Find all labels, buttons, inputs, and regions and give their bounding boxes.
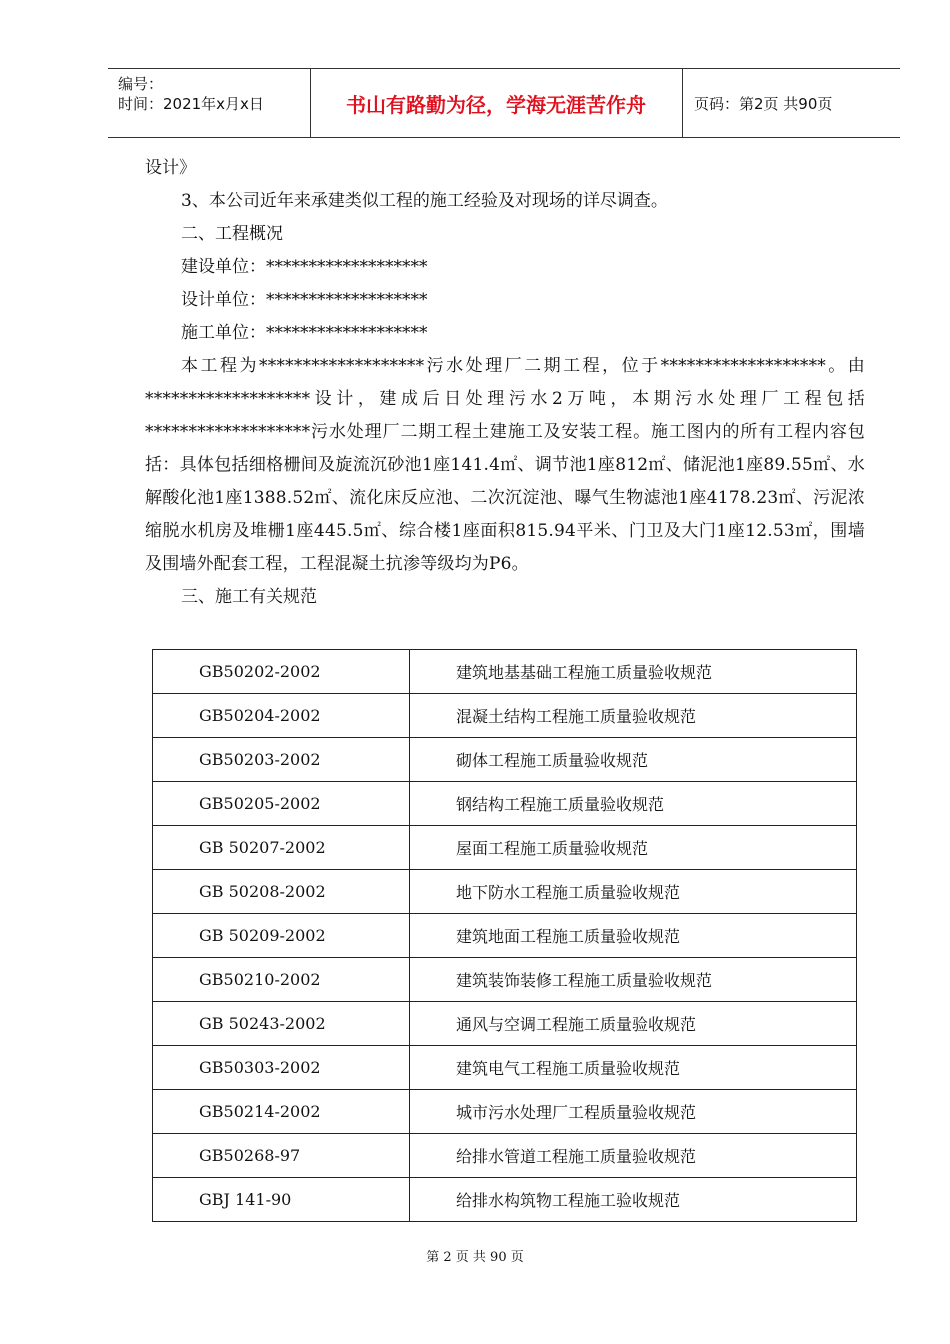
standard-code: GBJ 141-90 — [153, 1178, 410, 1222]
table-row — [153, 694, 857, 738]
standard-name: 通风与空调工程施工质量验收规范 — [410, 1002, 857, 1046]
header-page-info: 页码：第2页 共90页 — [694, 94, 833, 113]
header-meta — [108, 69, 311, 137]
standard-name: 钢结构工程施工质量验收规范 — [410, 782, 857, 826]
standard-name: 屋面工程施工质量验收规范 — [410, 826, 857, 870]
header-motto: 书山有路勤为径，学海无涯苦作舟 — [310, 69, 683, 137]
table-row — [153, 1090, 857, 1134]
table-row — [153, 1002, 857, 1046]
table-row — [153, 1178, 857, 1222]
standard-name: 建筑地基基础工程施工质量验收规范 — [410, 650, 857, 694]
standard-code: GB50205-2002 — [153, 782, 410, 826]
standard-name: 给排水构筑物工程施工验收规范 — [410, 1178, 857, 1222]
standard-code: GB 50208-2002 — [153, 870, 410, 914]
project-description: 本工程为*******************污水处理厂二期工程，位于*******************。由*******************设计，建成后日处理污水2万吨，本期污水处理厂工程包括*******************污水处理厂二期工程土建施工及安装工程。施工图内的所有工程内容包括：具体包括细格栅间及旋流沉砂池1座141.4㎡、调节池1座812㎡、储泥池1座89.55㎡、水解酸化池1座1388.52㎡、流化床反应池、二次沉淀池、曝气生物滤池1座4178.23㎡、污泥浓缩脱水机房及堆栅1座445.5㎡、综合楼1座面积815.94平米、门卫及大门1座12.53㎡，围墙及围墙外配套工程，工程混凝土抗渗等级均为P6。 — [145, 356, 865, 574]
standard-code: GB 50243-2002 — [153, 1002, 410, 1046]
standard-name: 混凝土结构工程施工质量验收规范 — [410, 694, 857, 738]
standard-code: GB50203-2002 — [153, 738, 410, 782]
document-number-label: 编号： — [118, 75, 164, 93]
page-footer: 第 2 页 共 90 页 — [426, 1250, 524, 1265]
document-body — [145, 152, 865, 614]
standard-name: 建筑装饰装修工程施工质量验收规范 — [410, 958, 857, 1002]
standard-code: GB 50207-2002 — [153, 826, 410, 870]
standard-name: 城市污水处理厂工程质量验收规范 — [410, 1090, 857, 1134]
standard-code: GB50214-2002 — [153, 1090, 410, 1134]
page-header — [108, 68, 900, 138]
table-row — [153, 782, 857, 826]
standard-code: GB50303-2002 — [153, 1046, 410, 1090]
standard-code: GB50202-2002 — [153, 650, 410, 694]
designer-unit: 设计单位：******************* — [181, 290, 428, 310]
table-row — [153, 870, 857, 914]
standard-code: GB50210-2002 — [153, 958, 410, 1002]
paragraph-design: 设计》 — [145, 158, 196, 178]
standard-name: 砌体工程施工质量验收规范 — [410, 738, 857, 782]
standard-code: GB 50209-2002 — [153, 914, 410, 958]
standard-name: 建筑电气工程施工质量验收规范 — [410, 1046, 857, 1090]
standards-table — [152, 649, 857, 1222]
table-row — [153, 826, 857, 870]
standard-name: 建筑地面工程施工质量验收规范 — [410, 914, 857, 958]
table-row — [153, 958, 857, 1002]
section-title-standards: 三、施工有关规范 — [181, 587, 317, 607]
table-row — [153, 1134, 857, 1178]
paragraph-experience: 3、本公司近年来承建类似工程的施工经验及对现场的详尽调查。 — [181, 191, 668, 211]
table-row — [153, 914, 857, 958]
standard-name: 地下防水工程施工质量验收规范 — [410, 870, 857, 914]
table-row — [153, 738, 857, 782]
builder-unit: 建设单位：******************* — [181, 257, 428, 277]
contractor-unit: 施工单位：******************* — [181, 323, 428, 343]
section-title-overview: 二、工程概况 — [181, 224, 283, 244]
standard-name: 给排水管道工程施工质量验收规范 — [410, 1134, 857, 1178]
standard-code: GB50204-2002 — [153, 694, 410, 738]
table-row — [153, 650, 857, 694]
table-row — [153, 1046, 857, 1090]
standard-code: GB50268-97 — [153, 1134, 410, 1178]
document-date: 时间：2021年x月x日 — [118, 95, 264, 113]
